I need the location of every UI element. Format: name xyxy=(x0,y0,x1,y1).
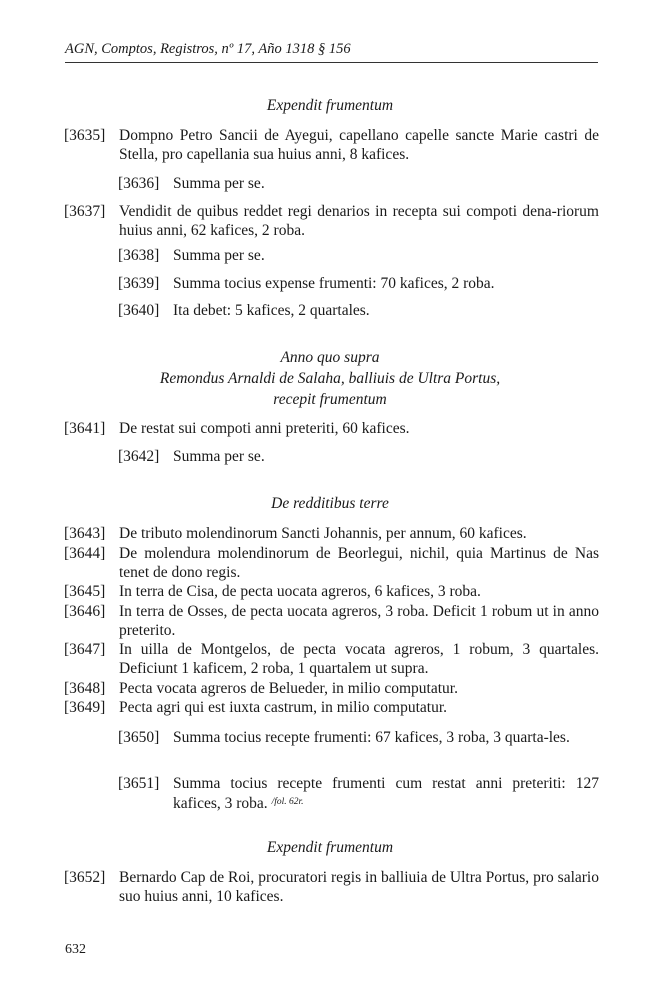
entry-3647 xyxy=(64,640,599,678)
header-rule xyxy=(65,62,598,63)
entry-number: [3645] xyxy=(64,583,106,600)
entry-text: De molendura molendinorum de Beorlegui, nichil, quia Martinus de Nas tenet de dono regis. xyxy=(119,545,599,581)
entry-number: [3637] xyxy=(64,203,106,220)
entry-text: Summa tocius recepte frumenti cum restat anni preteriti: 127 kafices, 3 roba. xyxy=(173,775,599,812)
section-heading: Expendit frumentum xyxy=(266,839,394,856)
entry-text: Bernardo Cap de Roi, procuratori regis in balliuia de Ultra Portus, pro salario suo huius anni, 10 kafices. xyxy=(119,869,599,905)
entry-3643 xyxy=(64,524,599,543)
entry-number: [3638] xyxy=(118,247,160,264)
entry-3642 xyxy=(118,447,599,466)
entry-number: [3640] xyxy=(118,302,160,319)
entry-text: Summa tocius recepte frumenti: 67 kafices, 3 roba, 3 quarta-les. xyxy=(173,729,570,746)
entry-number: [3643] xyxy=(64,525,106,542)
page-number: 632 xyxy=(65,942,86,957)
entry-3636 xyxy=(118,174,599,193)
section-heading: Expendit frumentum xyxy=(266,97,394,114)
entry-text: Summa per se. xyxy=(173,175,265,192)
entry-text: Vendidit de quibus reddet regi denarios in recepta sui compoti dena-riorum huius anni, 62 kafices, 2 roba. xyxy=(119,203,599,239)
entry-number: [3648] xyxy=(64,680,106,697)
entry-text: Pecta agri qui est iuxta castrum, in milio computatur. xyxy=(119,699,448,716)
entry-3637 xyxy=(64,202,599,240)
entry-number: [3642] xyxy=(118,448,160,465)
entry-3645 xyxy=(64,582,599,601)
entry-text: Summa tocius expense frumenti: 70 kafices, 2 roba. xyxy=(173,275,495,292)
entry-number: [3635] xyxy=(64,127,106,144)
entry-text: In terra de Cisa, de pecta uocata agreros, 6 kafices, 3 roba. xyxy=(119,583,481,600)
entry-text: In uilla de Montgelos, de pecta vocata agreros, 1 robum, 3 quartales. Deficiunt 1 kaficem, 2 roba, 1 quartalem ut supra. xyxy=(119,641,599,677)
entry-text: De tributo molendinorum Sancti Johannis, per annum, 60 kafices. xyxy=(119,525,527,542)
entry-number: [3641] xyxy=(64,420,106,437)
entry-number: [3639] xyxy=(118,275,160,292)
entry-number: [3651] xyxy=(118,775,160,792)
entry-text: De restat sui compoti anni preteriti, 60 kafices. xyxy=(119,420,410,437)
entry-number: [3652] xyxy=(64,869,106,886)
entry-text: Summa per se. xyxy=(173,247,265,264)
entry-3639 xyxy=(118,274,599,293)
entry-number: [3649] xyxy=(64,699,106,716)
folio-marker: /fol. 62r. xyxy=(271,797,304,807)
entry-3650 xyxy=(118,728,599,747)
entry-3652 xyxy=(64,868,599,906)
entry-text: Ita debet: 5 kafices, 2 quartales. xyxy=(173,302,370,319)
entry-text: Dompno Petro Sancii de Ayegui, capellano capelle sancte Marie castri de Stella, pro capellania sua huius anni, 8 kafices. xyxy=(119,127,599,163)
running-header: AGN, Comptos, Registros, nº 17, Año 1318 § 156 xyxy=(65,41,351,57)
entry-3648 xyxy=(64,679,599,698)
entry-3635 xyxy=(64,126,599,164)
entry-number: [3650] xyxy=(118,729,160,746)
entry-3649 xyxy=(64,698,599,717)
entry-3646 xyxy=(64,602,599,640)
entry-text: In terra de Osses, de pecta uocata agreros, 3 roba. Deficit 1 robum ut in anno preterito. xyxy=(119,603,599,639)
entry-number: [3646] xyxy=(64,603,106,620)
entry-text: Summa per se. xyxy=(173,448,265,465)
section-heading: De redditibus terre xyxy=(271,495,389,512)
entry-number: [3647] xyxy=(64,641,106,658)
entry-3638 xyxy=(118,246,599,265)
entry-text-wrapper xyxy=(118,774,599,813)
section-heading-line: Remondus Arnaldi de Salaha, balliuis de Ultra Portus, xyxy=(159,370,501,387)
entry-3651 xyxy=(118,774,599,813)
entry-3641 xyxy=(64,419,599,438)
section-heading-line: recepit frumentum xyxy=(273,391,387,408)
entry-text: Pecta vocata agreros de Belueder, in milio computatur. xyxy=(119,680,458,697)
entry-3644 xyxy=(64,544,599,582)
entry-number: [3644] xyxy=(64,545,106,562)
section-heading-line: Anno quo supra xyxy=(280,349,380,366)
entry-number: [3636] xyxy=(118,175,160,192)
entry-3640 xyxy=(118,301,599,320)
